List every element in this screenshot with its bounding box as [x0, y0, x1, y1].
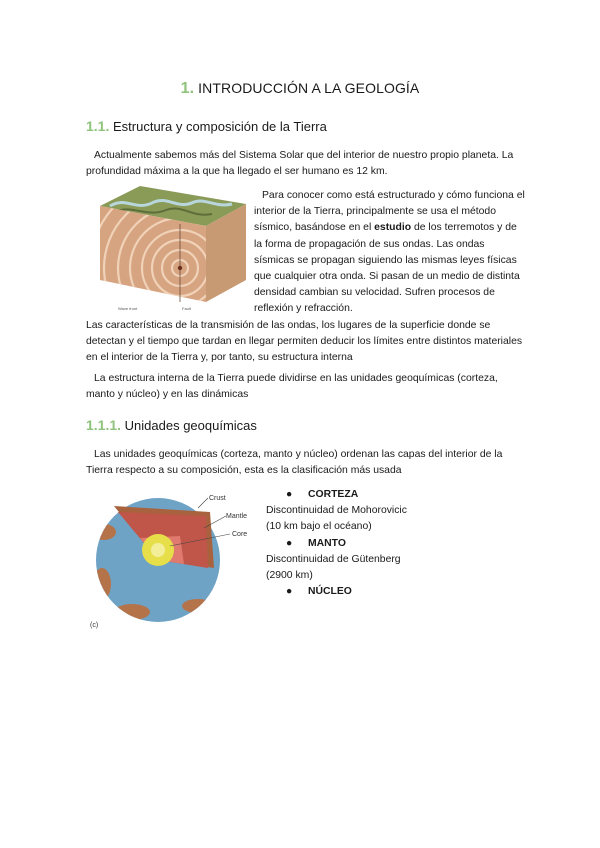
bullet-icon: ● [286, 537, 293, 549]
bullet-icon: ● [286, 489, 293, 500]
label-crust: Crust [209, 495, 226, 502]
corteza-desc-2: (10 km bajo el océano) [266, 521, 372, 533]
list-item-corteza-label: CORTEZA [308, 489, 359, 500]
paragraph-seismic-bold: estudio [374, 222, 412, 234]
list-item-nucleo-label: NÚCLEO [308, 586, 352, 598]
manto-desc-2: (2900 km) [266, 570, 313, 582]
heading-1-number: 1. [180, 80, 195, 97]
paragraph-intro-text: Actualmente sabemos más del Sistema Solar que del interior de nuestro propio planeta. La profundidad máxima a la que ha llegado el ser humano es 12 km. [86, 150, 514, 178]
paragraph-structure-text: La estructura interna de la Tierra puede dividirse en las unidades geoquímicas (corteza, manto y núcleo) y en las dinámicas [86, 373, 498, 401]
paragraph-seismic-text-b: de los terremotos y de la forma de propagación de sus ondas. Las ondas sísmicas se propagan siguiendo las mismas leyes físicas que cualquier otra onda. Si pasan de un medio de distinta densidad cambian su velocidad. Sufren procesos de reflexión y refracción. [254, 222, 520, 315]
heading-2-number: 1.1. [86, 118, 110, 134]
earth-layers-diagram [88, 488, 264, 632]
heading-1 [0, 80, 600, 98]
paragraph-seismic [254, 188, 526, 318]
paragraph-geochemical-text: Las unidades geoquímicas (corteza, manto y núcleo) ordenan las capas del interior de la Tierra respecto a su composición, esta es la clasificación más usada [86, 449, 503, 477]
heading-3-title: Unidades geoquímicas [124, 418, 257, 433]
figure-caption: (c) [90, 622, 99, 629]
paragraph-structure [86, 371, 526, 403]
paragraph-geochemical [86, 447, 526, 479]
corteza-desc: Discontinuidad de Mohorovicic [266, 505, 407, 517]
label-mantle: Mantle [226, 513, 248, 520]
seismic-block-diagram [96, 184, 246, 314]
manto-desc: Discontinuidad de Gütenberg [266, 553, 401, 565]
list-item-manto-label: MANTO [308, 537, 346, 549]
inner-core [151, 543, 165, 557]
leader-crust [198, 498, 208, 508]
heading-3 [86, 417, 257, 433]
paragraph-waves: Las características de la transmisión de las ondas, los lugares de la superficie donde se detectan y el tiempo que tardan en llegar permiten deducir los límites entre distintos materiales en el interior de la Tierra y, por tanto, su estructura interna [86, 320, 523, 364]
heading-2 [86, 118, 327, 134]
bullet-icon: ● [286, 586, 293, 598]
list-item-manto [266, 536, 526, 552]
label-fault: Fault [182, 306, 191, 311]
layers-list [266, 487, 526, 600]
heading-1-title: INTRODUCCIÓN A LA GEOLOGÍA [198, 80, 420, 96]
focus-icon [178, 266, 182, 270]
list-item-nucleo [266, 584, 526, 600]
list-item-corteza [266, 487, 526, 503]
heading-2-title: Estructura y composición de la Tierra [112, 119, 327, 134]
label-wave-front: Wave front [118, 306, 138, 311]
paragraph-seismic-text-a: Para conocer como está estructurado y cómo funciona el interior de la Tierra, principalmente se usa el método sísmico, basándose en el [254, 190, 525, 234]
paragraph-intro [86, 148, 526, 180]
heading-3-number: 1.1.1. [86, 417, 122, 433]
label-core: Core [232, 531, 248, 538]
